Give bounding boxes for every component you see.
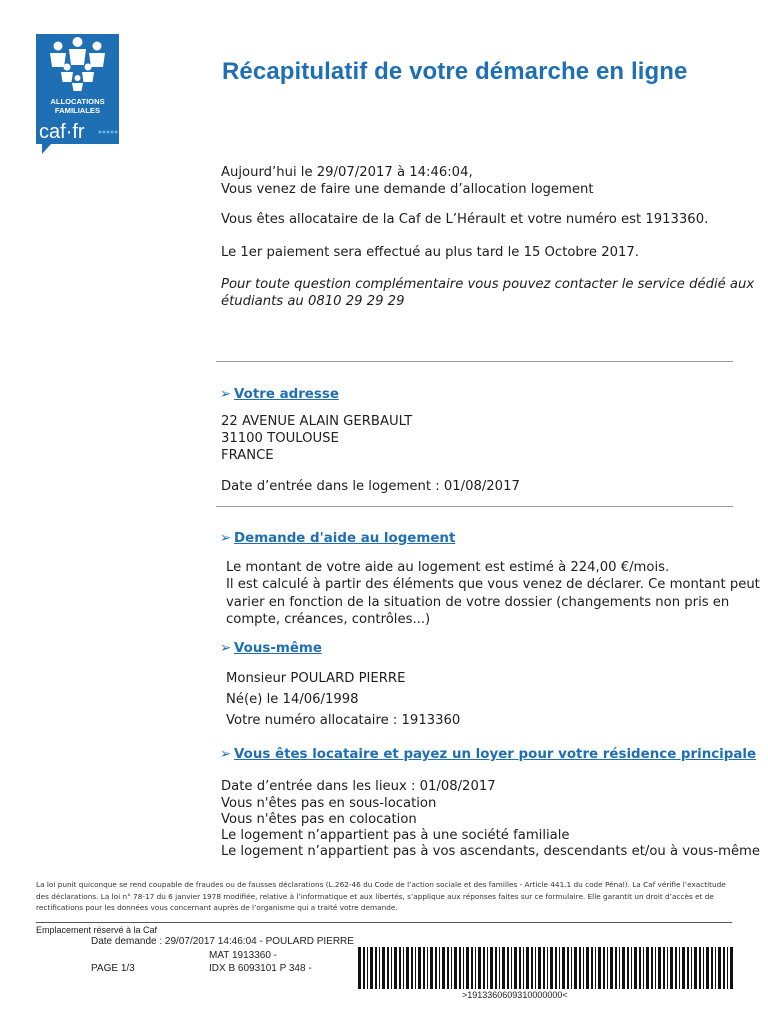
tenant-line: Vous n'êtes pas en colocation [221,812,417,827]
tenant-line: Le logement n’appartient pas à une société familiale [221,828,570,843]
barcode-bar [555,947,557,989]
caf-number-line: Vous êtes allocataire de la Caf de L’Hérault et votre numéro est 1913360. [221,212,709,227]
barcode-bar [675,947,677,989]
barcode-bar [403,947,404,989]
barcode-bar [550,947,553,989]
aid-line: Le montant de votre aide au logement est estimé à 224,00 €/mois. [226,560,670,575]
barcode-bar [499,947,500,989]
tenant-line: Le logement n’appartient pas à vos ascendants, descendants et/ou à vous-même [221,844,761,859]
barcode-bar [406,947,409,989]
barcode-bar [418,947,421,989]
barcode-bar [379,947,380,989]
barcode-bar [490,947,493,989]
barcode-bar [483,947,485,989]
barcode-bar [562,947,565,989]
barcode-bar [451,947,452,989]
barcode-bar [394,947,397,989]
barcode-bar [595,947,596,989]
mat-line: MAT 1913360 - [209,950,278,961]
barcode-bar [655,947,656,989]
tenant-line: Date d’entrée dans les lieux : 01/08/2017 [221,779,496,794]
barcode-bar [667,947,668,989]
barcode-bar [471,947,473,989]
page-number: PAGE 1/3 [91,963,135,974]
barcode-bar [703,947,704,989]
address-line: FRANCE [221,448,274,463]
logo-line2: FAMILIALES [54,106,101,115]
barcode-bar [651,947,653,989]
section-self-heading[interactable] [220,641,322,656]
barcode-bar [574,947,577,989]
legal-notice: La loi punit quiconque se rend coupable de fraudes ou de fausses déclarations (L.262-46 du Code de l’action sociale et des familles - Article 441.1 du code Pénal). La Caf vérifie l’exactitude des déclarations. La loi n° 78-17 du 6 janvier 1978 modifiée, relative à l’informatique et aux libertés, s’applique aux réponses faites sur ce formulaire. Elle garantit un droit d’accès et de rectifications pour les données vous concernant auprès de l’organisme qui a traité votre demande. [36,880,726,912]
barcode-bar [514,947,517,989]
section-address-heading[interactable] [220,387,339,402]
barcode-bar [607,947,608,989]
barcode-bar [478,947,481,989]
barcode-bar [723,947,725,989]
intro-line2: Vous venez de faire une demande d’allocation logement [221,182,594,197]
barcode-bar [502,947,505,989]
barcode-bar [430,947,433,989]
barcode-bar [363,947,365,989]
request-line: Date demande : 29/07/2017 14:46:04 - POULARD PIERRE [91,936,354,947]
caf-logo [36,34,119,154]
barcode-bar [706,947,709,989]
barcode-bar [627,947,629,989]
barcode-bar [495,947,497,989]
barcode-bar [730,947,733,989]
barcode-bar [435,947,437,989]
barcode-bar [682,947,685,989]
barcode-text: >1913360609310000000< [462,990,568,1000]
barcode-bar [523,947,524,989]
barcode-bar [603,947,605,989]
barcode-bar [559,947,560,989]
aid-line: Il est calculé à partir des éléments que vous venez de déclarer. Ce montant peut [226,577,760,592]
birth-date: Né(e) le 14/06/1998 [226,692,359,707]
logo-line1: ALLOCATIONS [50,97,105,106]
arrow-icon: ➢ [220,387,232,402]
barcode-bar [507,947,509,989]
section-aid-heading[interactable] [220,531,455,546]
barcode-bar [615,947,617,989]
barcode-bar [711,947,713,989]
barcode-bar [543,947,545,989]
divider [36,922,732,923]
barcode-bar [399,947,401,989]
payment-line: Le 1er paiement sera effectué au plus tard le 15 Octobre 2017. [221,245,639,260]
address-line: 31100 TOULOUSE [221,431,339,446]
barcode-bar [727,947,728,989]
barcode-bar [567,947,569,989]
aid-line: compte, créances, contrôles...) [226,612,431,627]
section-tenant-heading[interactable] [220,747,756,762]
barcode-bar [631,947,632,989]
barcode-bar [358,947,361,989]
section-self-label: Vous-même [234,641,322,656]
barcode-bar [643,947,644,989]
barcode-bar [715,947,716,989]
barcode-bar [679,947,680,989]
barcode-bar [718,947,721,989]
section-tenant-label: Vous êtes locataire et payez un loyer pour votre résidence principale [234,747,757,762]
barcode-bar [547,947,548,989]
barcode-bar [694,947,697,989]
barcode-bar [391,947,392,989]
barcode-bar [475,947,476,989]
barcode-bar [571,947,572,989]
address-line: 22 AVENUE ALAIN GERBAULT [221,414,413,429]
barcode-bar [370,947,373,989]
barcode-bar [663,947,665,989]
barcode-bar [670,947,673,989]
reserved-label: Emplacement réservé à la Caf [36,925,158,935]
barcode-bar [531,947,533,989]
intro-line1: Aujourd’hui le 29/07/2017 à 14:46:04, [221,165,473,180]
barcode-bar [634,947,637,989]
barcode-bar [687,947,689,989]
divider [216,506,733,507]
barcode-bar [447,947,449,989]
barcode-bar [622,947,625,989]
aid-line: varier en fonction de la situation de votre dossier (changements non pris en [226,595,730,610]
barcode-bar [511,947,512,989]
barcode-bar [646,947,649,989]
barcode-bar [610,947,613,989]
barcode-bar [526,947,529,989]
barcode-bar [583,947,584,989]
contact-line1: Pour toute question complémentaire vous pouvez contacter le service dédié aux [221,277,755,292]
barcode-bar [466,947,469,989]
contact-line2: étudiants au 0810 29 29 29 [221,294,405,309]
barcode-bar [699,947,701,989]
barcode-bar [367,947,368,989]
divider [216,361,733,362]
arrow-icon: ➢ [220,747,232,762]
arrow-icon: ➢ [220,641,232,656]
barcode-bar [535,947,536,989]
arrow-icon: ➢ [220,531,232,546]
barcode-bar [375,947,377,989]
barcode-bar [411,947,413,989]
barcode-bar [591,947,593,989]
section-aid-label: Demande d'aide au logement [234,531,456,546]
barcode-bar [382,947,385,989]
barcode-bar [427,947,428,989]
barcode-bar [387,947,389,989]
barcode-bar [442,947,445,989]
barcode [356,947,734,989]
logo-site: caf·fr [39,121,85,143]
barcode-bar [619,947,620,989]
person-name: Monsieur POULARD PIERRE [226,671,406,686]
barcode-bar [691,947,692,989]
page-title: Récapitulatif de votre démarche en ligne [222,58,688,85]
allocataire-number: Votre numéro allocataire : 1913360 [226,713,461,728]
barcode-bar [586,947,589,989]
idx-line: IDX B 6093101 P 348 - [209,963,312,974]
barcode-bar [423,947,425,989]
barcode-bar [519,947,521,989]
barcode-bar [538,947,541,989]
barcode-bar [454,947,457,989]
barcode-bar [579,947,581,989]
barcode-bar [598,947,601,989]
barcode-bar [415,947,416,989]
entry-date: Date d’entrée dans le logement : 01/08/2017 [221,479,520,494]
tenant-line: Vous n'êtes pas en sous-location [221,796,437,811]
barcode-bar [459,947,461,989]
barcode-bar [439,947,440,989]
barcode-bar [463,947,464,989]
section-address-label: Votre adresse [234,387,339,402]
barcode-bar [487,947,488,989]
barcode-bar [639,947,641,989]
barcode-bar [658,947,661,989]
